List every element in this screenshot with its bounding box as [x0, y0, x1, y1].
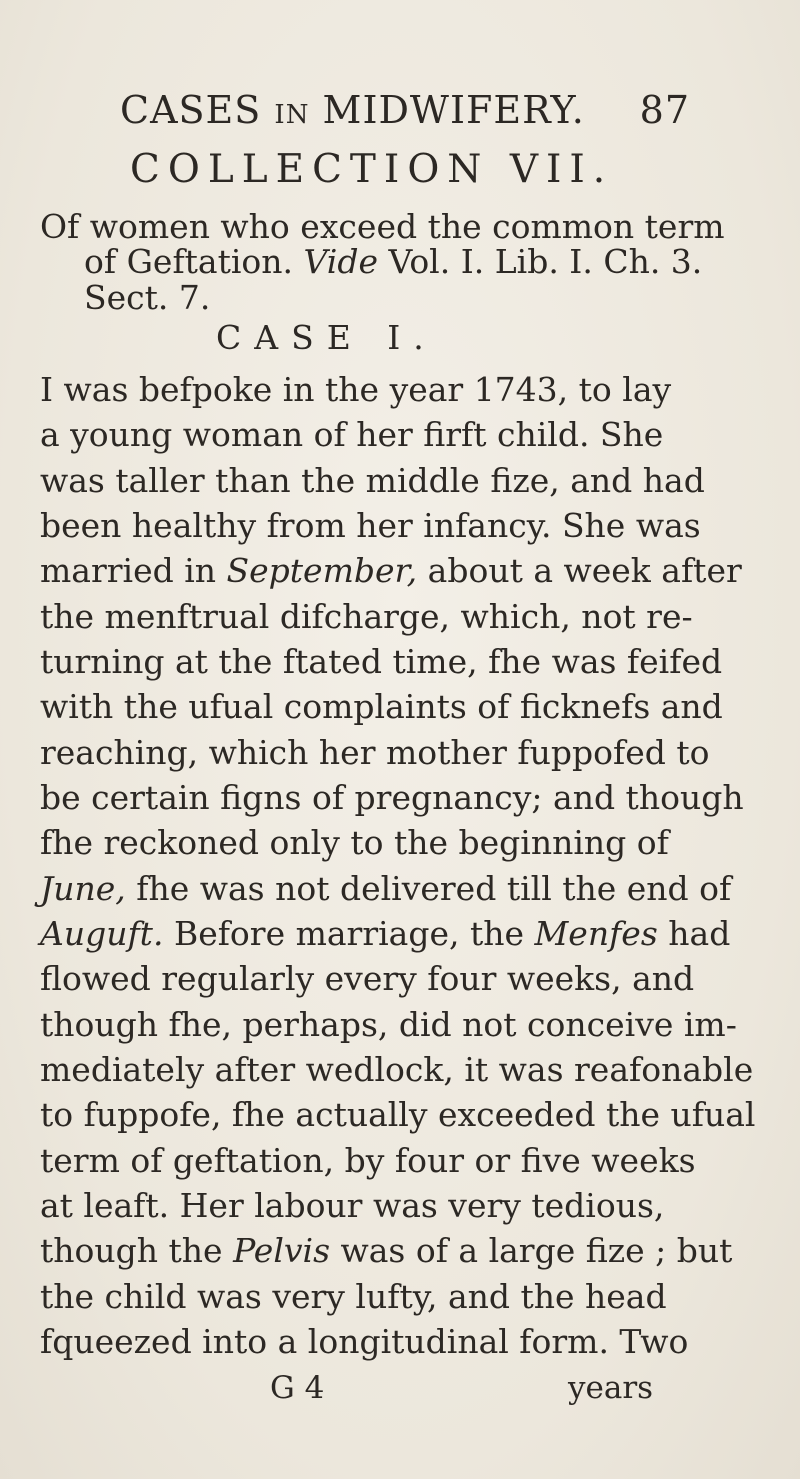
- body-line-21: the child was very lufty, and the head: [40, 1277, 667, 1316]
- running-head: [120, 88, 690, 138]
- body-text: was of a large fize ; but: [340, 1231, 733, 1270]
- intro-line-2: [84, 242, 703, 281]
- body-line-6: the menftrual difcharge, which, not re-: [40, 597, 693, 636]
- body-line-4: been healthy from her infancy. She was: [40, 506, 701, 545]
- body-line-3: was taller than the middle fize, and had: [40, 461, 705, 500]
- body-line-22: fqueezed into a longitudinal form. Two: [40, 1322, 689, 1361]
- body-text: Before marriage, the: [173, 914, 525, 953]
- body-text: fhe was not delivered till the end of: [136, 869, 732, 908]
- signature-mark: G 4: [270, 1370, 325, 1406]
- case-heading: CASE I.: [216, 318, 437, 357]
- body-italic: Auguft.: [40, 914, 164, 953]
- running-title: [120, 88, 585, 132]
- body-line-12: [40, 869, 732, 908]
- intro-line-1: Of women who exceed the common term: [40, 207, 725, 246]
- intro-reference: Vol. I. Lib. I. Ch. 3.: [388, 242, 703, 281]
- body-text: married in: [40, 551, 217, 590]
- body-line-1: I was befpoke in the year 1743, to lay: [40, 370, 672, 409]
- body-italic: June,: [40, 869, 126, 908]
- body-line-13: [40, 914, 731, 953]
- body-line-9: reaching, which her mother fuppofed to: [40, 733, 710, 772]
- running-title-midwifery: MIDWIFERY.: [322, 88, 585, 132]
- body-line-17: to fuppofe, fhe actually exceeded the ufual: [40, 1095, 756, 1134]
- intro-text: of Geftation.: [84, 242, 294, 281]
- body-line-14: flowed regularly every four weeks, and: [40, 959, 695, 998]
- body-italic: Pelvis: [233, 1231, 330, 1270]
- body-text: though the: [40, 1231, 223, 1270]
- body-line-10: be certain figns of pregnancy; and though: [40, 778, 744, 817]
- collection-heading: COLLECTION VII.: [130, 147, 614, 192]
- body-line-16: mediately after wedlock, it was reafonable: [40, 1050, 754, 1089]
- body-line-18: term of geftation, by four or five weeks: [40, 1141, 696, 1180]
- intro-line-3: Sect. 7.: [84, 278, 211, 317]
- catchword: years: [568, 1370, 654, 1406]
- body-line-19: at leaft. Her labour was very tedious,: [40, 1186, 665, 1225]
- body-text: had: [668, 914, 731, 953]
- body-italic: September,: [226, 551, 418, 590]
- body-line-2: a young woman of her firft child. She: [40, 415, 664, 454]
- body-italic: Menfes: [534, 914, 658, 953]
- body-text: about a week after: [427, 551, 742, 590]
- body-line-7: turning at the ftated time, fhe was feifed: [40, 642, 723, 681]
- body-line-8: with the ufual complaints of ficknefs and: [40, 687, 723, 726]
- body-line-15: though fhe, perhaps, did not conceive im-: [40, 1005, 737, 1044]
- running-title-cases: CASES: [120, 88, 262, 132]
- body-line-20: [40, 1231, 733, 1270]
- page-number: 87: [639, 88, 690, 132]
- body-line-11: fhe reckoned only to the beginning of: [40, 823, 669, 862]
- running-title-in: IN: [274, 100, 310, 130]
- body-line-5: [40, 551, 742, 590]
- intro-vide: Vide: [303, 242, 379, 281]
